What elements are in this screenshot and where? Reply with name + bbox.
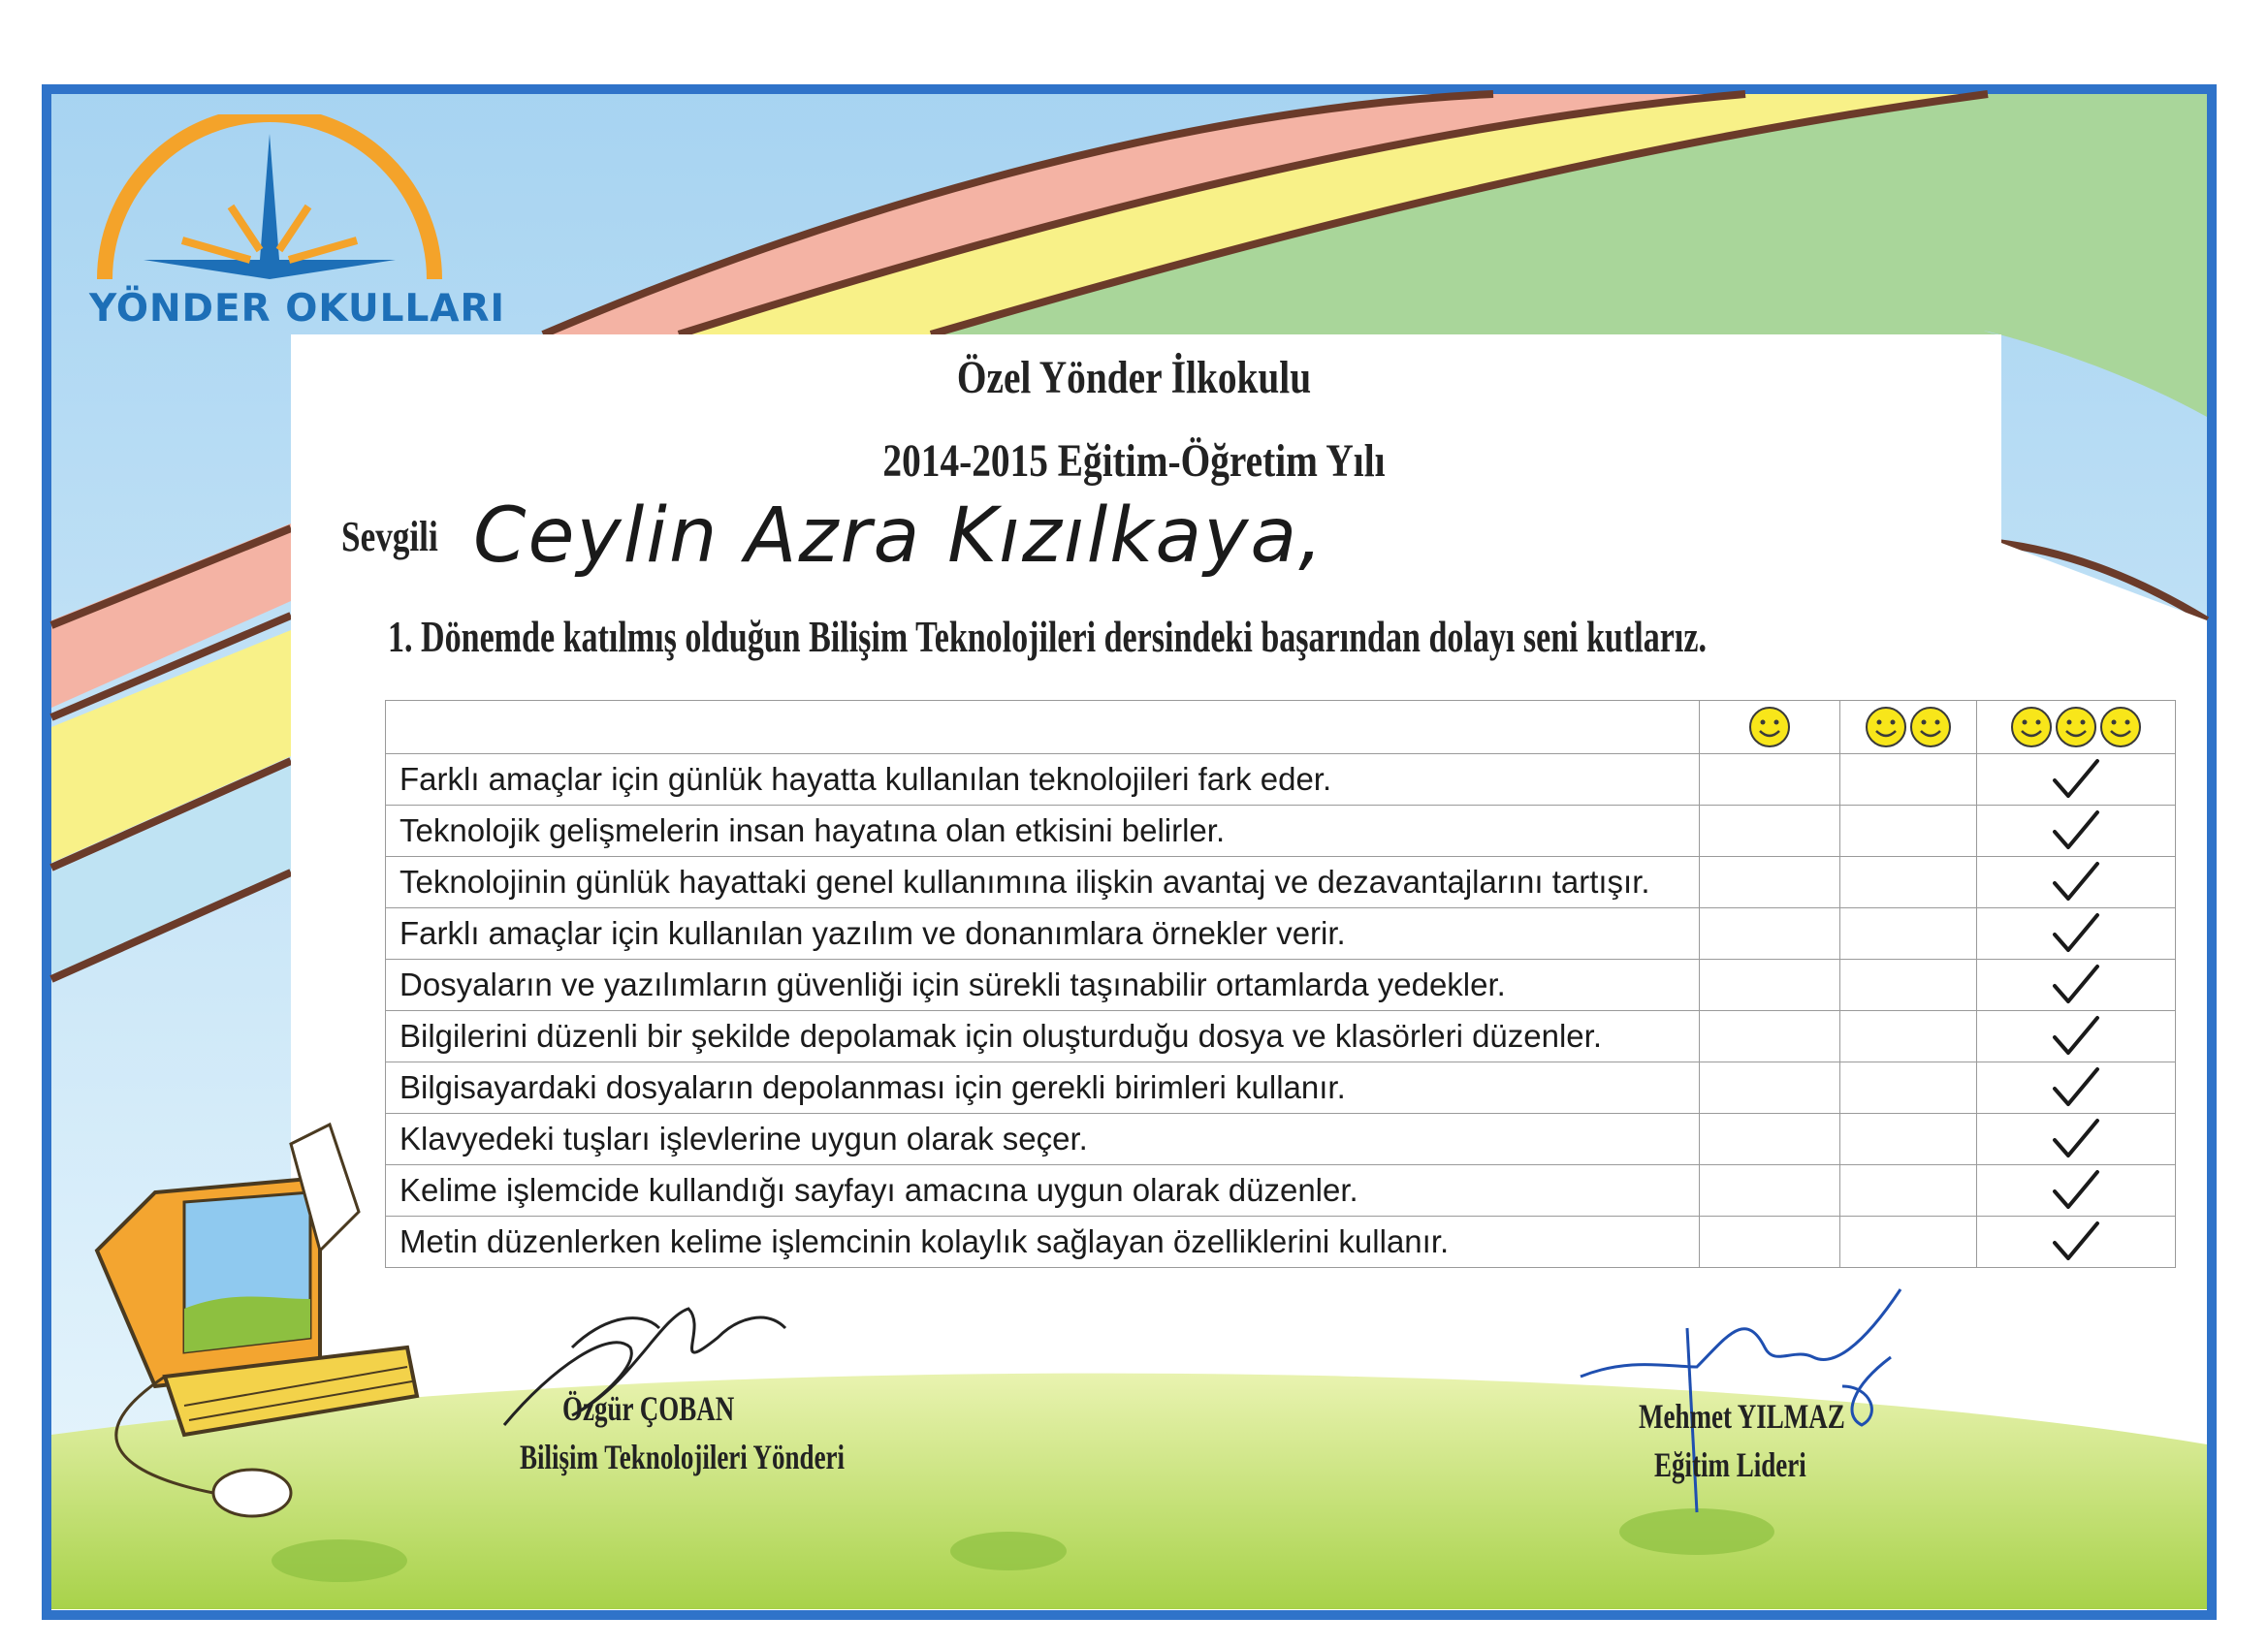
- rating-cell-2: [1840, 1114, 1977, 1165]
- rating-cell-2: [1840, 754, 1977, 806]
- outcome-text: Klavyedeki tuşları işlevlerine uygun olarak seçer.: [386, 1114, 1700, 1165]
- smiley-group: [1747, 718, 1792, 735]
- greeting-label: Sevgili: [341, 513, 438, 560]
- rating-cell-3: [1977, 908, 2176, 960]
- rating-cell-1: [1700, 857, 1840, 908]
- rating-cell-3: [1977, 857, 2176, 908]
- table-header-row: [386, 701, 2176, 754]
- outcome-text: Metin düzenlerken kelime işlemcinin kolaylık sağlayan özelliklerini kullanır.: [386, 1217, 1700, 1268]
- rating-cell-1: [1700, 1062, 1840, 1114]
- smiley-icon: [1865, 706, 1907, 748]
- rating-cell-1: [1700, 754, 1840, 806]
- smiley-group: [2009, 718, 2143, 735]
- outcome-text: Bilgisayardaki dosyaların depolanması için gerekli birimleri kullanır.: [386, 1062, 1700, 1114]
- table-row: [386, 960, 2176, 1011]
- header-smiley-3: [1977, 701, 2176, 754]
- outcome-text: Farklı amaçlar için kullanılan yazılım ve donanımlara örnekler verir.: [386, 908, 1700, 960]
- rating-cell-2: [1840, 1165, 1977, 1217]
- outcome-text: Teknolojinin günlük hayattaki genel kullanımına ilişkin avantaj ve dezavantajlarını tartışır.: [386, 857, 1700, 908]
- table-row: [386, 1217, 2176, 1268]
- rating-cell-1: [1700, 1114, 1840, 1165]
- rating-cell-3: [1977, 1114, 2176, 1165]
- checkmark-icon: [2051, 808, 2101, 853]
- signature-left-role: Bilişim Teknolojileri Yönderi: [520, 1438, 846, 1476]
- rating-cell-2: [1840, 1062, 1977, 1114]
- rating-cell-3: [1977, 1165, 2176, 1217]
- checkmark-icon: [2051, 860, 2101, 904]
- congratulation-message: 1. Dönemde katılmış olduğun Bilişim Teknolojileri dersindeki başarından dolayı seni kutlarız.: [388, 612, 1707, 661]
- smiley-icon: [2099, 706, 2142, 748]
- table-row: [386, 908, 2176, 960]
- sun-compass-logo-icon: [85, 114, 454, 289]
- outcome-text: Teknolojik gelişmelerin insan hayatına olan etkisini belirler.: [386, 806, 1700, 857]
- outcome-text: Bilgilerini düzenli bir şekilde depolamak için oluşturduğu dosya ve klasörleri düzenler.: [386, 1011, 1700, 1062]
- school-name: Özel Yönder İlkokulu: [956, 352, 1312, 403]
- smiley-icon: [1909, 706, 1952, 748]
- signature-left-name: Özgür ÇOBAN: [562, 1389, 735, 1428]
- table-row: [386, 754, 2176, 806]
- outcome-text: Kelime işlemcide kullandığı sayfayı amacına uygun olarak düzenler.: [386, 1165, 1700, 1217]
- rating-cell-1: [1700, 908, 1840, 960]
- outcomes-table: [385, 700, 2176, 1268]
- rating-cell-1: [1700, 1011, 1840, 1062]
- rating-cell-2: [1840, 1011, 1977, 1062]
- smiley-group: [1864, 718, 1953, 735]
- outcome-text: Dosyaların ve yazılımların güvenliği için sürekli taşınabilir ortamlarda yedekler.: [386, 960, 1700, 1011]
- student-name: Ceylin Azra Kızılkaya,: [473, 492, 1325, 580]
- smiley-icon: [2055, 706, 2097, 748]
- rating-cell-3: [1977, 1062, 2176, 1114]
- table-row: [386, 857, 2176, 908]
- rating-cell-2: [1840, 1217, 1977, 1268]
- rating-cell-3: [1977, 806, 2176, 857]
- rating-cell-3: [1977, 754, 2176, 806]
- checkmark-icon: [2051, 1117, 2101, 1161]
- checkmark-icon: [2051, 1168, 2101, 1213]
- smiley-icon: [2010, 706, 2053, 748]
- table-row: [386, 1011, 2176, 1062]
- table-row: [386, 1165, 2176, 1217]
- rating-cell-1: [1700, 806, 1840, 857]
- logo-text: YÖNDER OKULLARI: [89, 287, 506, 331]
- signature-right-role: Eğitim Lideri: [1654, 1445, 1806, 1484]
- checkmark-icon: [2051, 1065, 2101, 1110]
- rating-cell-2: [1840, 908, 1977, 960]
- table-row: [386, 1062, 2176, 1114]
- checkmark-icon: [2051, 963, 2101, 1007]
- smiley-icon: [1748, 706, 1791, 748]
- rating-cell-3: [1977, 960, 2176, 1011]
- outcome-text: Farklı amaçlar için günlük hayatta kullanılan teknolojileri fark eder.: [386, 754, 1700, 806]
- academic-year: 2014-2015 Eğitim-Öğretim Yılı: [882, 435, 1386, 487]
- header-blank-cell: [386, 701, 1700, 754]
- checkmark-icon: [2051, 1014, 2101, 1059]
- rating-cell-2: [1840, 806, 1977, 857]
- checkmark-icon: [2051, 1220, 2101, 1264]
- header-smiley-1: [1700, 701, 1840, 754]
- rating-cell-1: [1700, 1165, 1840, 1217]
- rating-cell-3: [1977, 1011, 2176, 1062]
- rating-cell-1: [1700, 960, 1840, 1011]
- rating-cell-3: [1977, 1217, 2176, 1268]
- checkmark-icon: [2051, 911, 2101, 956]
- rating-cell-2: [1840, 857, 1977, 908]
- checkmark-icon: [2051, 757, 2101, 802]
- header-smiley-2: [1840, 701, 1977, 754]
- table-row: [386, 806, 2176, 857]
- table-row: [386, 1114, 2176, 1165]
- rating-cell-2: [1840, 960, 1977, 1011]
- rating-cell-1: [1700, 1217, 1840, 1268]
- signature-right-name: Mehmet YILMAZ: [1639, 1397, 1845, 1436]
